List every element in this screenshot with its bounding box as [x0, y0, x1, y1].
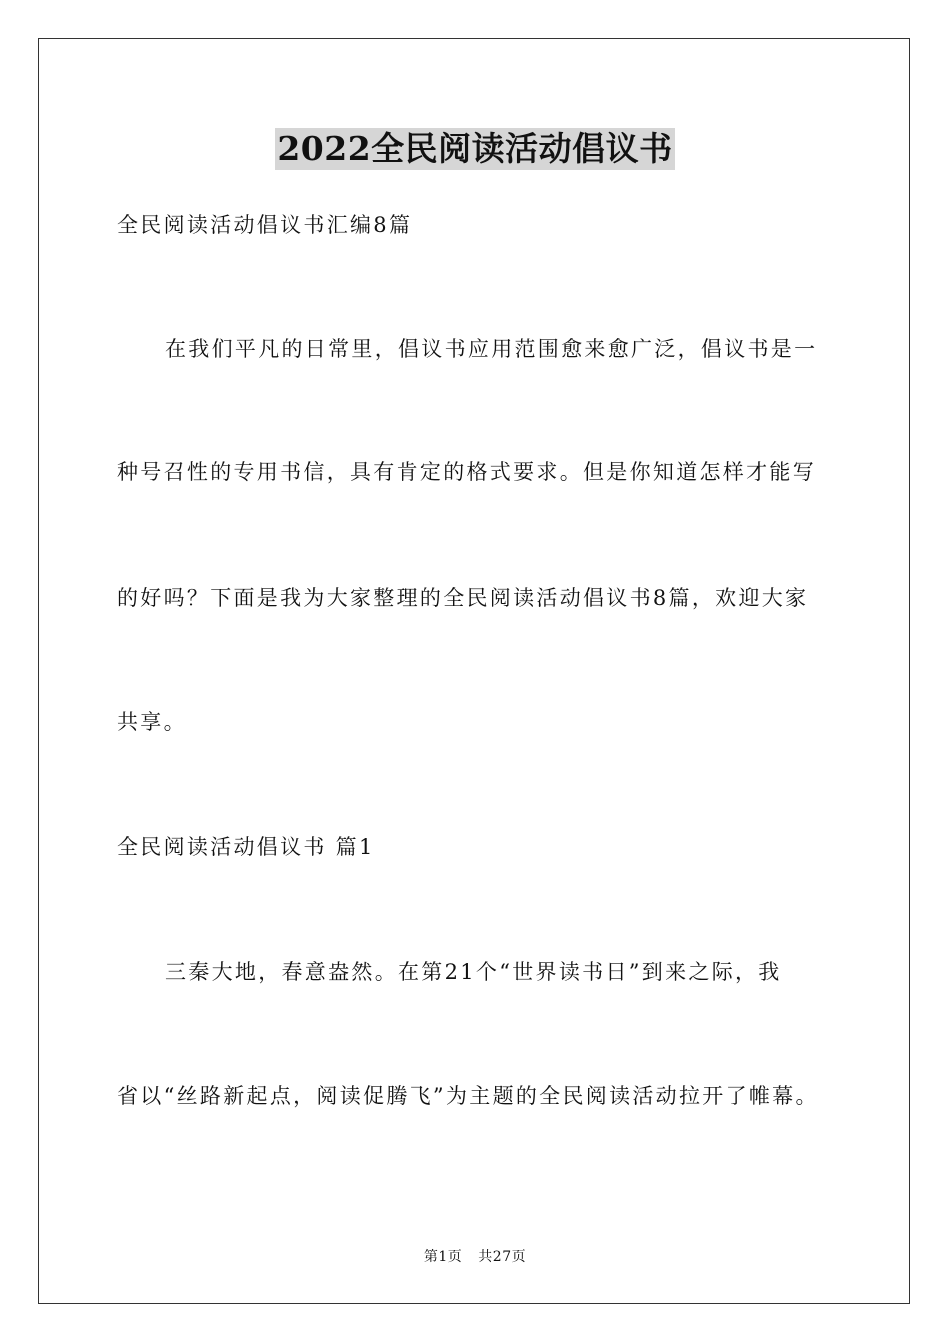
document-subtitle: 全民阅读活动倡议书汇编8篇 — [117, 213, 413, 237]
page-total: 共27页 — [478, 1249, 527, 1265]
body-line-1: 三秦大地，春意盎然。在第21个“世界读书日”到来之际，我 — [165, 960, 782, 984]
intro-line-3: 的好吗？下面是我为大家整理的全民阅读活动倡议书8篇，欢迎大家 — [117, 586, 809, 610]
intro-line-1: 在我们平凡的日常里，倡议书应用范围愈来愈广泛，倡议书是一 — [165, 337, 818, 361]
title-container — [0, 128, 950, 170]
section-heading: 全民阅读活动倡议书 篇1 — [117, 835, 375, 859]
body-line-2: 省以“丝路新起点，阅读促腾飞”为主题的全民阅读活动拉开了帷幕。 — [117, 1084, 819, 1108]
intro-line-4: 共享。 — [117, 710, 187, 734]
intro-line-2: 种号召性的专用书信，具有肯定的格式要求。但是你知道怎样才能写 — [117, 460, 816, 484]
page-number: 第1页 — [423, 1249, 463, 1265]
page-footer — [0, 1248, 950, 1266]
document-title: 2022全民阅读活动倡议书 — [277, 129, 673, 168]
